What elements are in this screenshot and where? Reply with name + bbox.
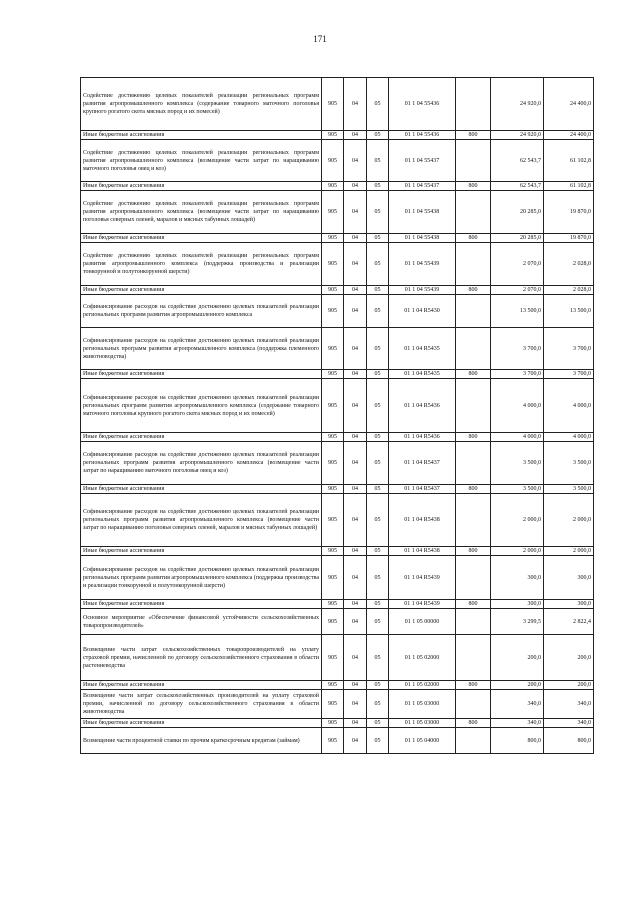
row-rz: 04 [344, 556, 367, 600]
row-gr: 905 [322, 379, 344, 433]
row-gr: 905 [322, 140, 344, 182]
row-gr: 905 [322, 609, 344, 635]
row-vr: 800 [456, 600, 491, 609]
row-csr: 01 1 05 04000 [389, 728, 456, 754]
row-gr: 905 [322, 131, 344, 140]
row-name: Возмещение части затрат сельскохозяйственных товаропроизводителей на уплату страховой премии, начисленной по договору сельскохозяйственного страхования в области растениеводства [81, 635, 322, 681]
row-name: Содействие достижению целевых показателей реализации региональных программ развития агропромышленного комплекса (возмещение части затрат по наращиванию поголовья северных оленей, маралов и мясных табунных лошадей) [81, 191, 322, 234]
row-csr: 01 1 04 R5439 [389, 556, 456, 600]
row-amount-2: 4 000,0 [544, 433, 594, 442]
table-row [81, 728, 594, 754]
row-name: Иные бюджетные ассигнования [81, 286, 322, 295]
row-amount-2: 2 028,0 [544, 286, 594, 295]
row-rz: 04 [344, 78, 367, 131]
row-gr: 905 [322, 547, 344, 556]
row-amount-1: 300,0 [491, 600, 544, 609]
row-csr: 01 1 04 55437 [389, 182, 456, 191]
row-name: Иные бюджетные ассигнования [81, 485, 322, 494]
row-amount-2: 2 822,4 [544, 609, 594, 635]
table-row [81, 442, 594, 485]
row-rz: 04 [344, 494, 367, 547]
row-vr: 800 [456, 433, 491, 442]
row-rz: 04 [344, 690, 367, 719]
table-row [81, 140, 594, 182]
row-pr: 05 [367, 609, 389, 635]
row-name: Возмещение части процентной ставки по прочим краткосрочным кредитам (займам) [81, 728, 322, 754]
row-gr: 905 [322, 328, 344, 370]
row-vr [456, 78, 491, 131]
row-amount-1: 300,0 [491, 556, 544, 600]
row-vr [456, 556, 491, 600]
row-rz: 04 [344, 485, 367, 494]
budget-table [80, 77, 594, 754]
row-name: Софинансирование расходов на содействие достижению целевых показателей реализации региональных программ развития агропромышленного комплекса (поддержка производства и реализации тонкорунной и полутонкорунной шерсти) [81, 556, 322, 600]
row-gr: 905 [322, 635, 344, 681]
row-gr: 905 [322, 234, 344, 243]
row-amount-2: 19 870,0 [544, 191, 594, 234]
row-rz: 04 [344, 191, 367, 234]
row-name: Возмещение части затрат сельскохозяйственных производителей на уплату страховой премии, начисленной по договору сельскохозяйственного страхования в области животноводства [81, 690, 322, 719]
row-amount-1: 3 500,0 [491, 442, 544, 485]
row-vr [456, 328, 491, 370]
row-vr: 800 [456, 182, 491, 191]
row-rz: 04 [344, 433, 367, 442]
row-csr: 01 1 05 03000 [389, 719, 456, 728]
row-pr: 05 [367, 556, 389, 600]
row-vr [456, 379, 491, 433]
row-pr: 05 [367, 690, 389, 719]
table-row [81, 78, 594, 131]
row-vr: 800 [456, 719, 491, 728]
row-gr: 905 [322, 442, 344, 485]
row-csr: 01 1 04 R5435 [389, 328, 456, 370]
row-amount-1: 3 500,0 [491, 485, 544, 494]
table-row [81, 433, 594, 442]
row-amount-2: 340,0 [544, 690, 594, 719]
row-amount-1: 800,0 [491, 728, 544, 754]
row-gr: 905 [322, 182, 344, 191]
row-amount-2: 200,0 [544, 635, 594, 681]
row-rz: 04 [344, 131, 367, 140]
row-amount-2: 2 028,0 [544, 243, 594, 286]
row-vr: 800 [456, 234, 491, 243]
table-row [81, 182, 594, 191]
row-rz: 04 [344, 234, 367, 243]
row-name: Иные бюджетные ассигнования [81, 719, 322, 728]
row-vr [456, 140, 491, 182]
row-amount-2: 340,0 [544, 719, 594, 728]
table-row [81, 635, 594, 681]
row-pr: 05 [367, 433, 389, 442]
row-csr: 01 1 05 02000 [389, 681, 456, 690]
row-vr [456, 442, 491, 485]
row-name: Содействие достижению целевых показателей реализации региональных программ развития агропромышленного комплекса (содержание товарного маточного поголовья крупного рогатого скота мясных пород и их помесей) [81, 78, 322, 131]
row-amount-2: 300,0 [544, 600, 594, 609]
table-row [81, 556, 594, 600]
row-pr: 05 [367, 182, 389, 191]
row-csr: 01 1 04 R5435 [389, 370, 456, 379]
table-row [81, 370, 594, 379]
row-csr: 01 1 04 55438 [389, 191, 456, 234]
table-row [81, 485, 594, 494]
row-name: Софинансирование расходов на содействие достижению целевых показателей реализации региональных программ развития агропромышленного комплекса (содержание товарного маточного поголовья крупного рогатого скота мясных пород и их помесей) [81, 379, 322, 433]
row-amount-1: 20 285,0 [491, 191, 544, 234]
row-name: Содействие достижению целевых показателей реализации региональных программ развития агропромышленного комплекса (возмещение части затрат по наращиванию маточного поголовья овец и коз) [81, 140, 322, 182]
row-name: Иные бюджетные ассигнования [81, 547, 322, 556]
row-pr: 05 [367, 494, 389, 547]
row-pr: 05 [367, 131, 389, 140]
row-vr: 800 [456, 547, 491, 556]
row-pr: 05 [367, 286, 389, 295]
row-pr: 05 [367, 328, 389, 370]
table-row [81, 600, 594, 609]
row-name: Содействие достижению целевых показателей реализации региональных программ развития агропромышленного комплекса (поддержка производства и реализации тонкорунной и полутонкорунной шерсти) [81, 243, 322, 286]
row-gr: 905 [322, 728, 344, 754]
row-rz: 04 [344, 609, 367, 635]
row-amount-2: 24 400,0 [544, 78, 594, 131]
row-name: Иные бюджетные ассигнования [81, 234, 322, 243]
table-row [81, 719, 594, 728]
row-pr: 05 [367, 728, 389, 754]
row-vr [456, 243, 491, 286]
row-csr: 01 1 04 R5437 [389, 485, 456, 494]
row-gr: 905 [322, 494, 344, 547]
row-amount-2: 2 000,0 [544, 547, 594, 556]
row-gr: 905 [322, 690, 344, 719]
row-amount-1: 340,0 [491, 690, 544, 719]
row-amount-2: 19 870,0 [544, 234, 594, 243]
row-rz: 04 [344, 379, 367, 433]
row-pr: 05 [367, 295, 389, 328]
table-body [81, 78, 594, 754]
row-gr: 905 [322, 295, 344, 328]
row-csr: 01 1 04 55439 [389, 243, 456, 286]
row-csr: 01 1 04 55438 [389, 234, 456, 243]
row-name: Иные бюджетные ассигнования [81, 681, 322, 690]
row-gr: 905 [322, 433, 344, 442]
row-name: Основное мероприятие «Обеспечение финансовой устойчивости сельскохозяйственных товаропроизводителей» [81, 609, 322, 635]
table-row [81, 609, 594, 635]
row-vr: 800 [456, 681, 491, 690]
row-amount-1: 3 299,5 [491, 609, 544, 635]
row-amount-2: 800,0 [544, 728, 594, 754]
row-name: Иные бюджетные ассигнования [81, 131, 322, 140]
table-row [81, 328, 594, 370]
row-pr: 05 [367, 635, 389, 681]
row-gr: 905 [322, 370, 344, 379]
table-row [81, 286, 594, 295]
row-rz: 04 [344, 295, 367, 328]
row-rz: 04 [344, 370, 367, 379]
row-rz: 04 [344, 728, 367, 754]
row-amount-1: 3 700,0 [491, 328, 544, 370]
row-name: Софинансирование расходов на содействие достижению целевых показателей реализации региональных программ развития агропромышленного комплекса [81, 295, 322, 328]
row-pr: 05 [367, 191, 389, 234]
row-vr [456, 191, 491, 234]
row-rz: 04 [344, 243, 367, 286]
table-row [81, 295, 594, 328]
row-amount-1: 200,0 [491, 681, 544, 690]
row-rz: 04 [344, 719, 367, 728]
row-vr [456, 295, 491, 328]
row-gr: 905 [322, 719, 344, 728]
row-csr: 01 1 04 55437 [389, 140, 456, 182]
row-amount-1: 24 920,0 [491, 131, 544, 140]
table-row [81, 379, 594, 433]
table-row [81, 131, 594, 140]
row-pr: 05 [367, 547, 389, 556]
row-amount-2: 13 500,0 [544, 295, 594, 328]
row-amount-1: 20 285,0 [491, 234, 544, 243]
row-pr: 05 [367, 600, 389, 609]
row-amount-2: 3 500,0 [544, 485, 594, 494]
row-vr: 800 [456, 286, 491, 295]
row-gr: 905 [322, 600, 344, 609]
table-row [81, 243, 594, 286]
row-amount-2: 4 000,0 [544, 379, 594, 433]
row-csr: 01 1 04 R5438 [389, 547, 456, 556]
row-amount-2: 3 700,0 [544, 328, 594, 370]
row-vr [456, 690, 491, 719]
row-csr: 01 1 04 55439 [389, 286, 456, 295]
table-row [81, 494, 594, 547]
row-gr: 905 [322, 556, 344, 600]
row-name: Иные бюджетные ассигнования [81, 433, 322, 442]
row-rz: 04 [344, 547, 367, 556]
row-rz: 04 [344, 635, 367, 681]
row-csr: 01 1 04 R5439 [389, 600, 456, 609]
row-pr: 05 [367, 719, 389, 728]
row-amount-1: 13 500,0 [491, 295, 544, 328]
row-gr: 905 [322, 78, 344, 131]
row-csr: 01 1 05 02000 [389, 635, 456, 681]
row-amount-1: 4 000,0 [491, 433, 544, 442]
row-rz: 04 [344, 328, 367, 370]
row-pr: 05 [367, 140, 389, 182]
row-name: Софинансирование расходов на содействие достижению целевых показателей реализации региональных программ развития агропромышленного комплекса (возмещение части затрат по наращиванию маточного поголовья овец и коз) [81, 442, 322, 485]
table-row [81, 681, 594, 690]
row-rz: 04 [344, 442, 367, 485]
row-pr: 05 [367, 78, 389, 131]
page-number: 171 [313, 34, 327, 44]
table-row [81, 191, 594, 234]
row-pr: 05 [367, 681, 389, 690]
row-pr: 05 [367, 442, 389, 485]
row-amount-1: 62 543,7 [491, 140, 544, 182]
row-pr: 05 [367, 234, 389, 243]
row-rz: 04 [344, 140, 367, 182]
row-name: Иные бюджетные ассигнования [81, 370, 322, 379]
row-csr: 01 1 04 R5438 [389, 494, 456, 547]
row-amount-1: 62 543,7 [491, 182, 544, 191]
row-csr: 01 1 04 R5436 [389, 379, 456, 433]
row-rz: 04 [344, 182, 367, 191]
table-row [81, 547, 594, 556]
row-name: Иные бюджетные ассигнования [81, 600, 322, 609]
row-amount-2: 2 000,0 [544, 494, 594, 547]
row-pr: 05 [367, 485, 389, 494]
row-amount-1: 4 000,0 [491, 379, 544, 433]
row-pr: 05 [367, 370, 389, 379]
row-amount-2: 3 500,0 [544, 442, 594, 485]
table-row [81, 690, 594, 719]
row-vr [456, 609, 491, 635]
row-name: Софинансирование расходов на содействие достижению целевых показателей реализации региональных программ развития агропромышленного комплекса (поддержка племенного животноводства) [81, 328, 322, 370]
row-amount-2: 24 400,0 [544, 131, 594, 140]
row-gr: 905 [322, 243, 344, 286]
row-vr: 800 [456, 131, 491, 140]
row-csr: 01 1 04 55436 [389, 78, 456, 131]
row-csr: 01 1 04 R5436 [389, 433, 456, 442]
row-gr: 905 [322, 485, 344, 494]
row-csr: 01 1 05 03000 [389, 690, 456, 719]
row-name: Иные бюджетные ассигнования [81, 182, 322, 191]
row-rz: 04 [344, 286, 367, 295]
row-vr: 800 [456, 370, 491, 379]
row-amount-1: 2 000,0 [491, 547, 544, 556]
row-amount-1: 200,0 [491, 635, 544, 681]
row-amount-1: 24 920,0 [491, 78, 544, 131]
row-amount-1: 2 000,0 [491, 494, 544, 547]
row-amount-2: 3 700,0 [544, 370, 594, 379]
row-amount-1: 340,0 [491, 719, 544, 728]
row-rz: 04 [344, 681, 367, 690]
row-gr: 905 [322, 286, 344, 295]
row-amount-2: 61 102,8 [544, 140, 594, 182]
row-gr: 905 [322, 191, 344, 234]
row-pr: 05 [367, 379, 389, 433]
row-gr: 905 [322, 681, 344, 690]
row-amount-1: 3 700,0 [491, 370, 544, 379]
row-csr: 01 1 04 55436 [389, 131, 456, 140]
row-vr [456, 494, 491, 547]
row-vr: 800 [456, 485, 491, 494]
row-csr: 01 1 04 R5430 [389, 295, 456, 328]
row-vr [456, 728, 491, 754]
row-amount-2: 200,0 [544, 681, 594, 690]
row-amount-2: 300,0 [544, 556, 594, 600]
row-amount-2: 61 102,8 [544, 182, 594, 191]
row-rz: 04 [344, 600, 367, 609]
row-amount-1: 2 070,0 [491, 243, 544, 286]
row-amount-1: 2 070,0 [491, 286, 544, 295]
row-vr [456, 635, 491, 681]
row-csr: 01 1 04 R5437 [389, 442, 456, 485]
row-csr: 01 1 05 00000 [389, 609, 456, 635]
table-row [81, 234, 594, 243]
row-pr: 05 [367, 243, 389, 286]
row-name: Софинансирование расходов на содействие достижению целевых показателей реализации региональных программ развития агропромышленного комплекса (возмещение части затрат по наращиванию поголовья северных оленей, маралов и мясных табунных лошадей) [81, 494, 322, 547]
